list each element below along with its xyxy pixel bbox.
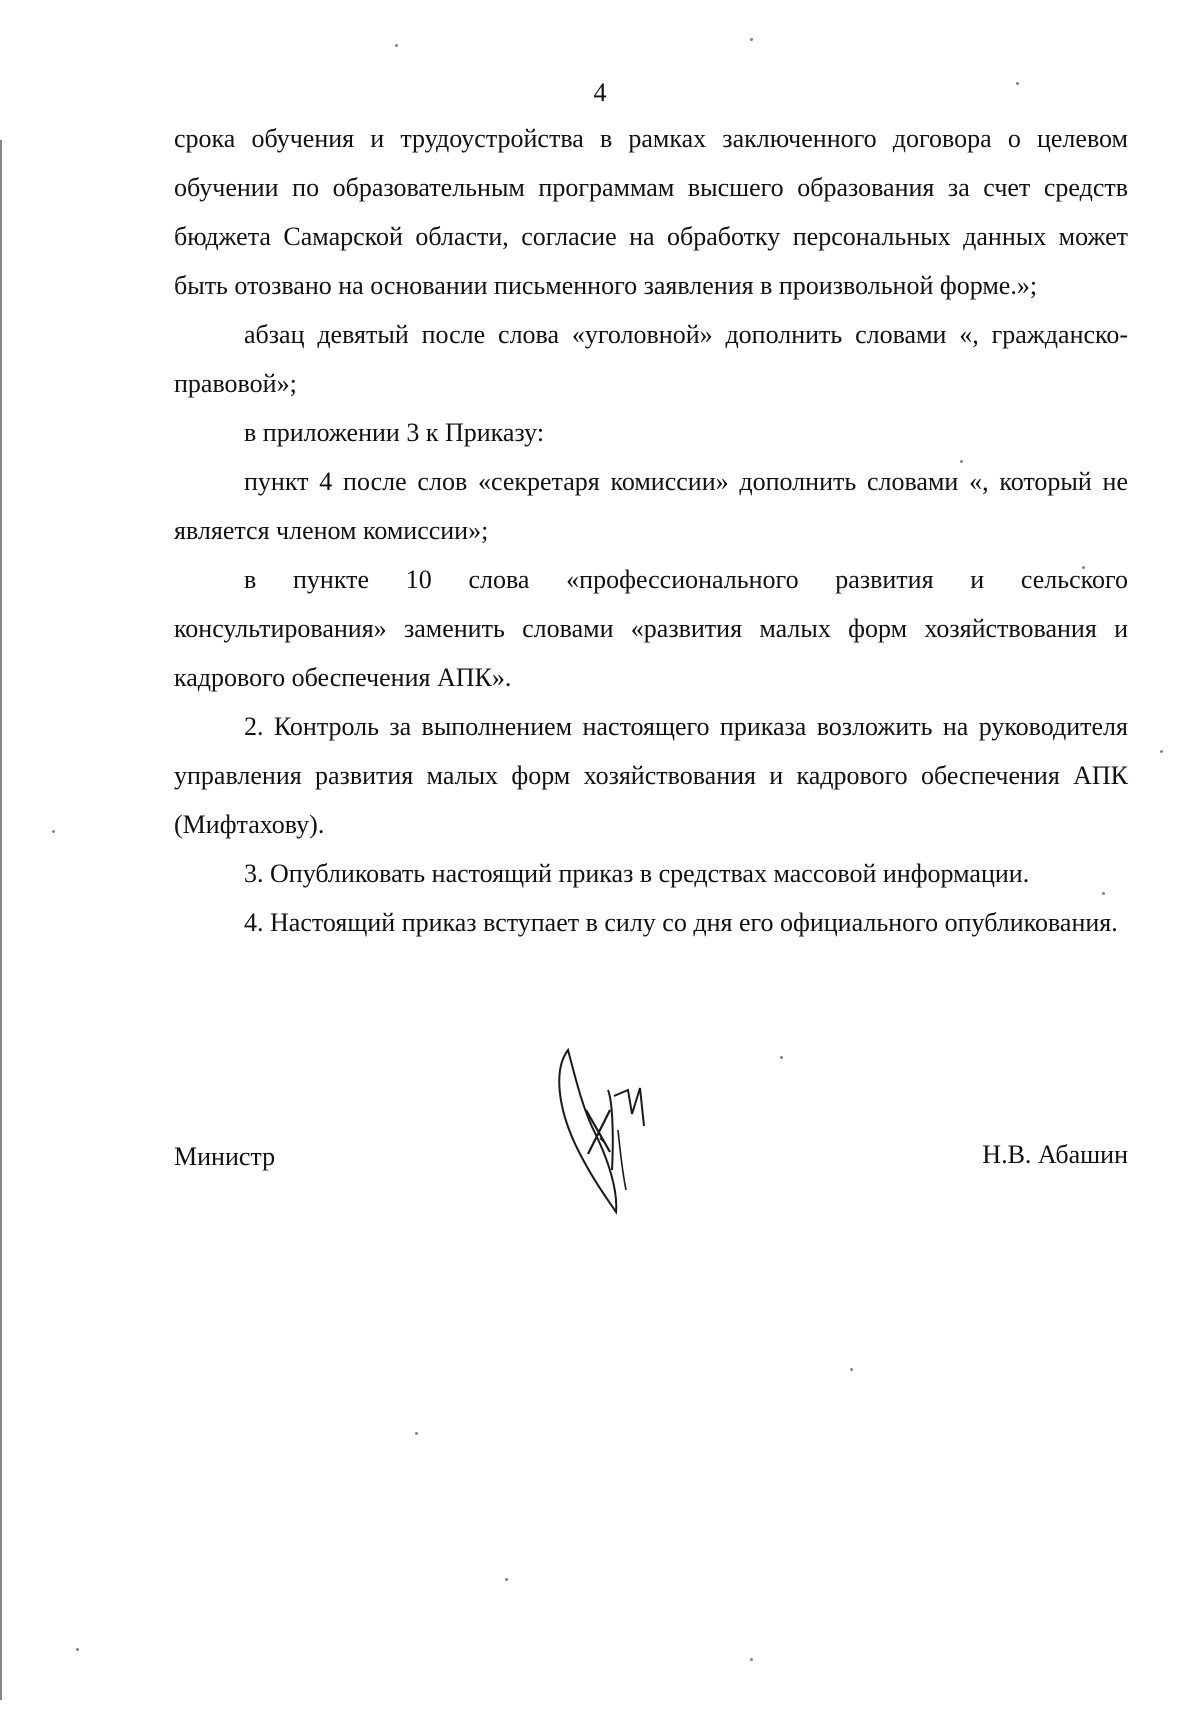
scan-speck	[415, 1432, 418, 1435]
scan-speck	[1160, 750, 1163, 753]
paragraph: в пункте 10 слова «профессионального развития и сельского консультирования» заменить словами «развития малых форм хозяйствования и кадрового обеспечения АПК».	[174, 565, 1128, 692]
scan-speck	[750, 1658, 753, 1661]
signer-name: Н.В. Абашин	[982, 1140, 1128, 1169]
page-number: 4	[593, 78, 607, 107]
handwritten-signature	[548, 1040, 688, 1220]
paragraph: абзац девятый после слова «уголовной» дополнить словами «, гражданско-правовой»;	[174, 320, 1128, 398]
scan-speck	[780, 1056, 783, 1059]
paragraph: пункт 4 после слов «секретаря комиссии» дополнить словами «, который не является членом комиссии»;	[174, 467, 1128, 545]
scan-speck	[52, 830, 55, 833]
signer-position: Министр	[174, 1142, 276, 1171]
paragraph: 3. Опубликовать настоящий приказ в средствах массовой информации.	[244, 859, 1030, 888]
document-body	[174, 114, 1128, 947]
scan-speck	[76, 1648, 79, 1651]
scan-speck	[395, 44, 398, 47]
scan-edge-line	[0, 140, 2, 1700]
scan-speck	[750, 38, 753, 41]
paragraph: 2. Контроль за выполнением настоящего приказа возложить на руководителя управления развития малых форм хозяйствования и кадрового обеспечения АПК (Мифтахову).	[174, 712, 1128, 839]
paragraph: 4. Настоящий приказ вступает в силу со дня его официального опубликования.	[244, 908, 1118, 937]
paragraph: в приложении 3 к Приказу:	[244, 418, 545, 447]
scan-speck	[505, 1578, 508, 1581]
paragraph: срока обучения и трудоустройства в рамках заключенного договора о целевом обучении по образовательным программам высшего образования за счет средств бюджета Самарской области, согласие на обработку персональных данных может быть отозвано на основании письменного заявления в произвольной форме.»;	[174, 124, 1128, 300]
scan-speck	[850, 1368, 853, 1371]
